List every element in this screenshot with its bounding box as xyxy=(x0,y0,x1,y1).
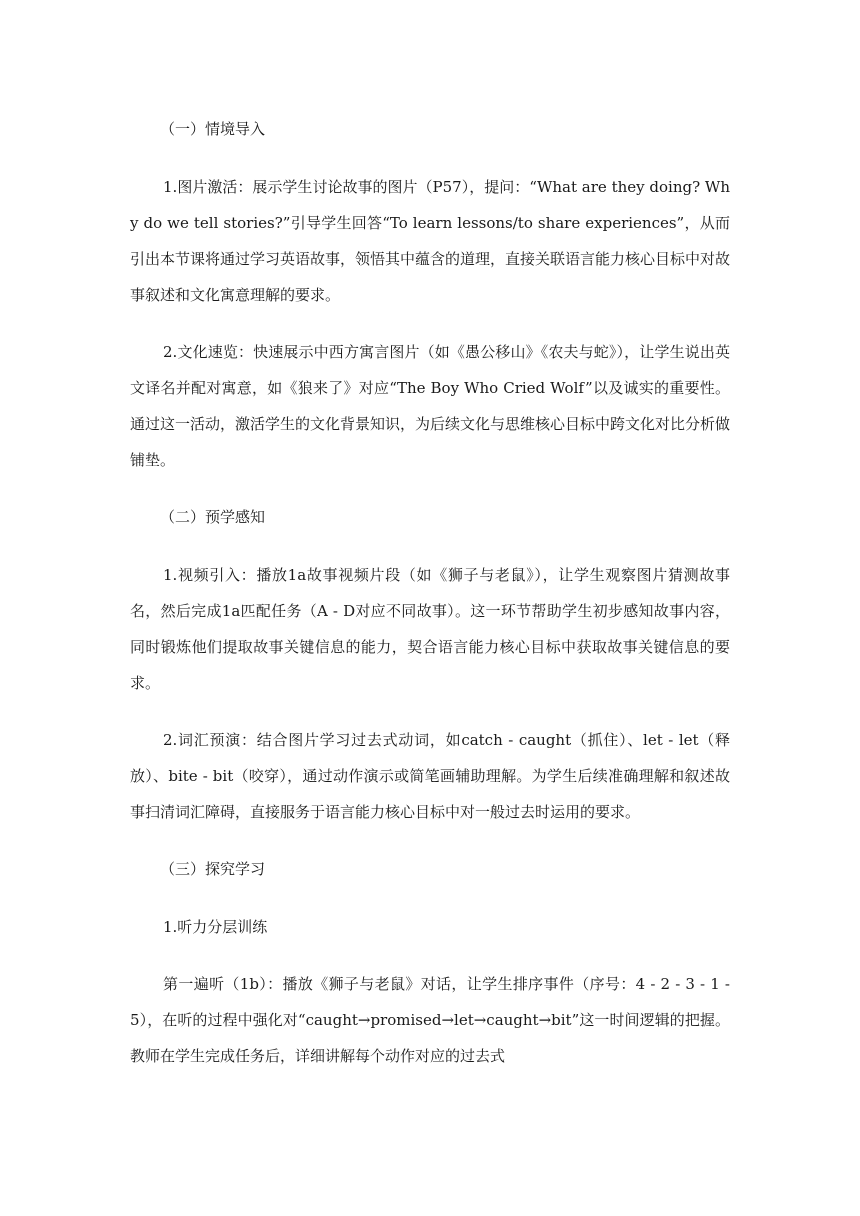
paragraph-video-intro: 1.视频引入：播放1a故事视频片段（如《狮子与老鼠》），让学生观察图片猜测故事名，然后完成1a匹配任务（A - D对应不同故事）。这一环节帮助学生初步感知故事内容，同时锻炼他们提取故事关键信息的能力，契合语言能力核心目标中获取故事关键信息的要求。 xyxy=(130,566,730,692)
section-heading-3: （三）探究学习 xyxy=(160,860,266,878)
section-heading-1: （一）情境导入 xyxy=(160,120,266,138)
paragraph-image-activation: 1.图片激活：展示学生讨论故事的图片（P57），提问：“What are they doing? Why do we tell stories?”引导学生回答“To learn lessons/to share experiences”，从而引出本节课将通过学习英语故事，领悟其中蕴含的道理，直接关联语言能力核心目标中对故事叙述和文化寓意理解的要求。 xyxy=(130,178,731,304)
paragraph-culture-overview: 2.文化速览：快速展示中西方寓言图片（如《愚公移山》《农夫与蛇》），让学生说出英文译名并配对寓意，如《狼来了》对应“The Boy Who Cried Wolf”以及诚实的重要性。通过这一活动，激活学生的文化背景知识，为后续文化与思维核心目标中跨文化对比分析做铺垫。 xyxy=(130,343,731,469)
paragraph-vocabulary-preview: 2.词汇预演：结合图片学习过去式动词，如catch - caught（抓住）、let - let（释放）、bite - bit（咬穿），通过动作演示或简笔画辅助理解。为学生后续准确理解和叙述故事扫清词汇障碍，直接服务于语言能力核心目标中对一般过去时运用的要求。 xyxy=(130,731,730,821)
section-heading-2: （二）预学感知 xyxy=(160,508,266,526)
document-body xyxy=(130,111,730,1095)
subheading-listening-training: 1.听力分层训练 xyxy=(163,918,268,936)
paragraph-first-listening: 第一遍听（1b）：播放《狮子与老鼠》对话，让学生排序事件（序号：4 - 2 - 3 - 1 - 5），在听的过程中强化对“caught→promised→let→caught→bit”这一时间逻辑的把握。教师在学生完成任务后，详细讲解每个动作对应的过去式 xyxy=(130,975,730,1065)
